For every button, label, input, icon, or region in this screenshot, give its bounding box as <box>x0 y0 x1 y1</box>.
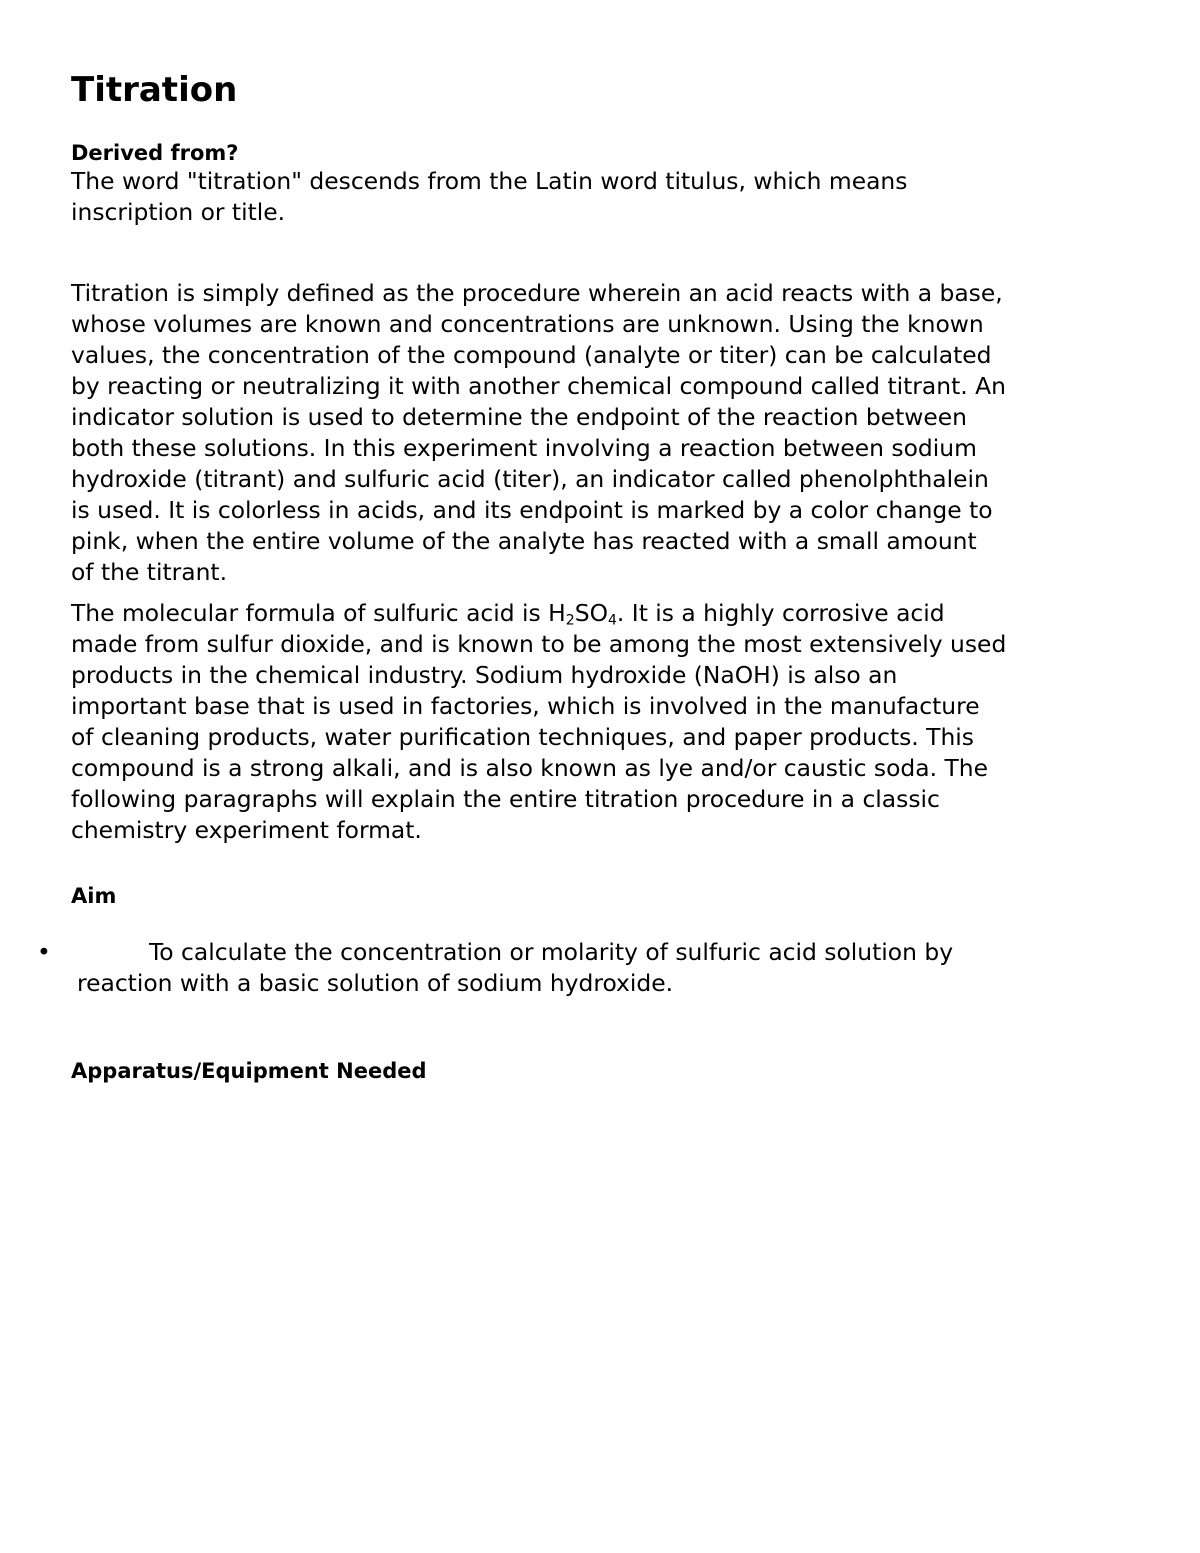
text-line: Titration is simply defined as the procedure wherein an acid reacts with a base, <box>71 279 1003 307</box>
text-line: compound is a strong alkali, and is also known as lye and/or caustic soda. The <box>71 754 988 782</box>
aim-heading: Aim <box>71 884 117 908</box>
derived-paragraph <box>71 166 1141 228</box>
text-run: The molecular formula of sulfuric acid is H <box>71 599 566 627</box>
molecular-paragraph <box>71 598 1141 846</box>
text-line: The word "titration" descends from the Latin word titulus, which means <box>71 167 908 195</box>
text-line: To calculate the concentration or molarity of sulfuric acid solution by <box>149 938 954 966</box>
text-line: indicator solution is used to determine the endpoint of the reaction between <box>71 403 967 431</box>
page-title: Titration <box>71 70 238 110</box>
text-line: pink, when the entire volume of the analyte has reacted with a small amount <box>71 527 977 555</box>
text-line: whose volumes are known and concentrations are unknown. Using the known <box>71 310 984 338</box>
text-line: following paragraphs will explain the entire titration procedure in a classic <box>71 785 940 813</box>
text-line: is used. It is colorless in acids, and its endpoint is marked by a color change to <box>71 496 993 524</box>
text-run: SO <box>574 599 608 627</box>
document-page <box>37 68 1141 1085</box>
aim-list-item <box>37 937 1141 999</box>
text-line: important base that is used in factories, which is involved in the manufacture <box>71 692 980 720</box>
text-line: of the titrant. <box>71 558 228 586</box>
text-line: made from sulfur dioxide, and is known to be among the most extensively used <box>71 630 1007 658</box>
text-line: inscription or title. <box>71 198 286 226</box>
text-line: chemistry experiment format. <box>71 816 422 844</box>
apparatus-heading: Apparatus/Equipment Needed <box>71 1059 427 1083</box>
bullet-icon: • <box>37 938 51 966</box>
text-run: . It is a highly corrosive acid <box>616 599 945 627</box>
text-line: values, the concentration of the compound (analyte or titer) can be calculated <box>71 341 992 369</box>
text-line: reaction with a basic solution of sodium hydroxide. <box>77 969 674 997</box>
subscript: 2 <box>565 612 575 629</box>
aim-text <box>71 937 1141 999</box>
derived-heading: Derived from? <box>71 141 239 165</box>
formula-line <box>71 598 1141 629</box>
text-line: both these solutions. In this experiment involving a reaction between sodium <box>71 434 977 462</box>
subscript: 4 <box>607 612 617 629</box>
text-line: hydroxide (titrant) and sulfuric acid (titer), an indicator called phenolphthalein <box>71 465 989 493</box>
text-line: products in the chemical industry. Sodium hydroxide (NaOH) is also an <box>71 661 898 689</box>
text-line: of cleaning products, water purification techniques, and paper products. This <box>71 723 974 751</box>
definition-paragraph <box>71 278 1141 588</box>
text-line: by reacting or neutralizing it with another chemical compound called titrant. An <box>71 372 1006 400</box>
